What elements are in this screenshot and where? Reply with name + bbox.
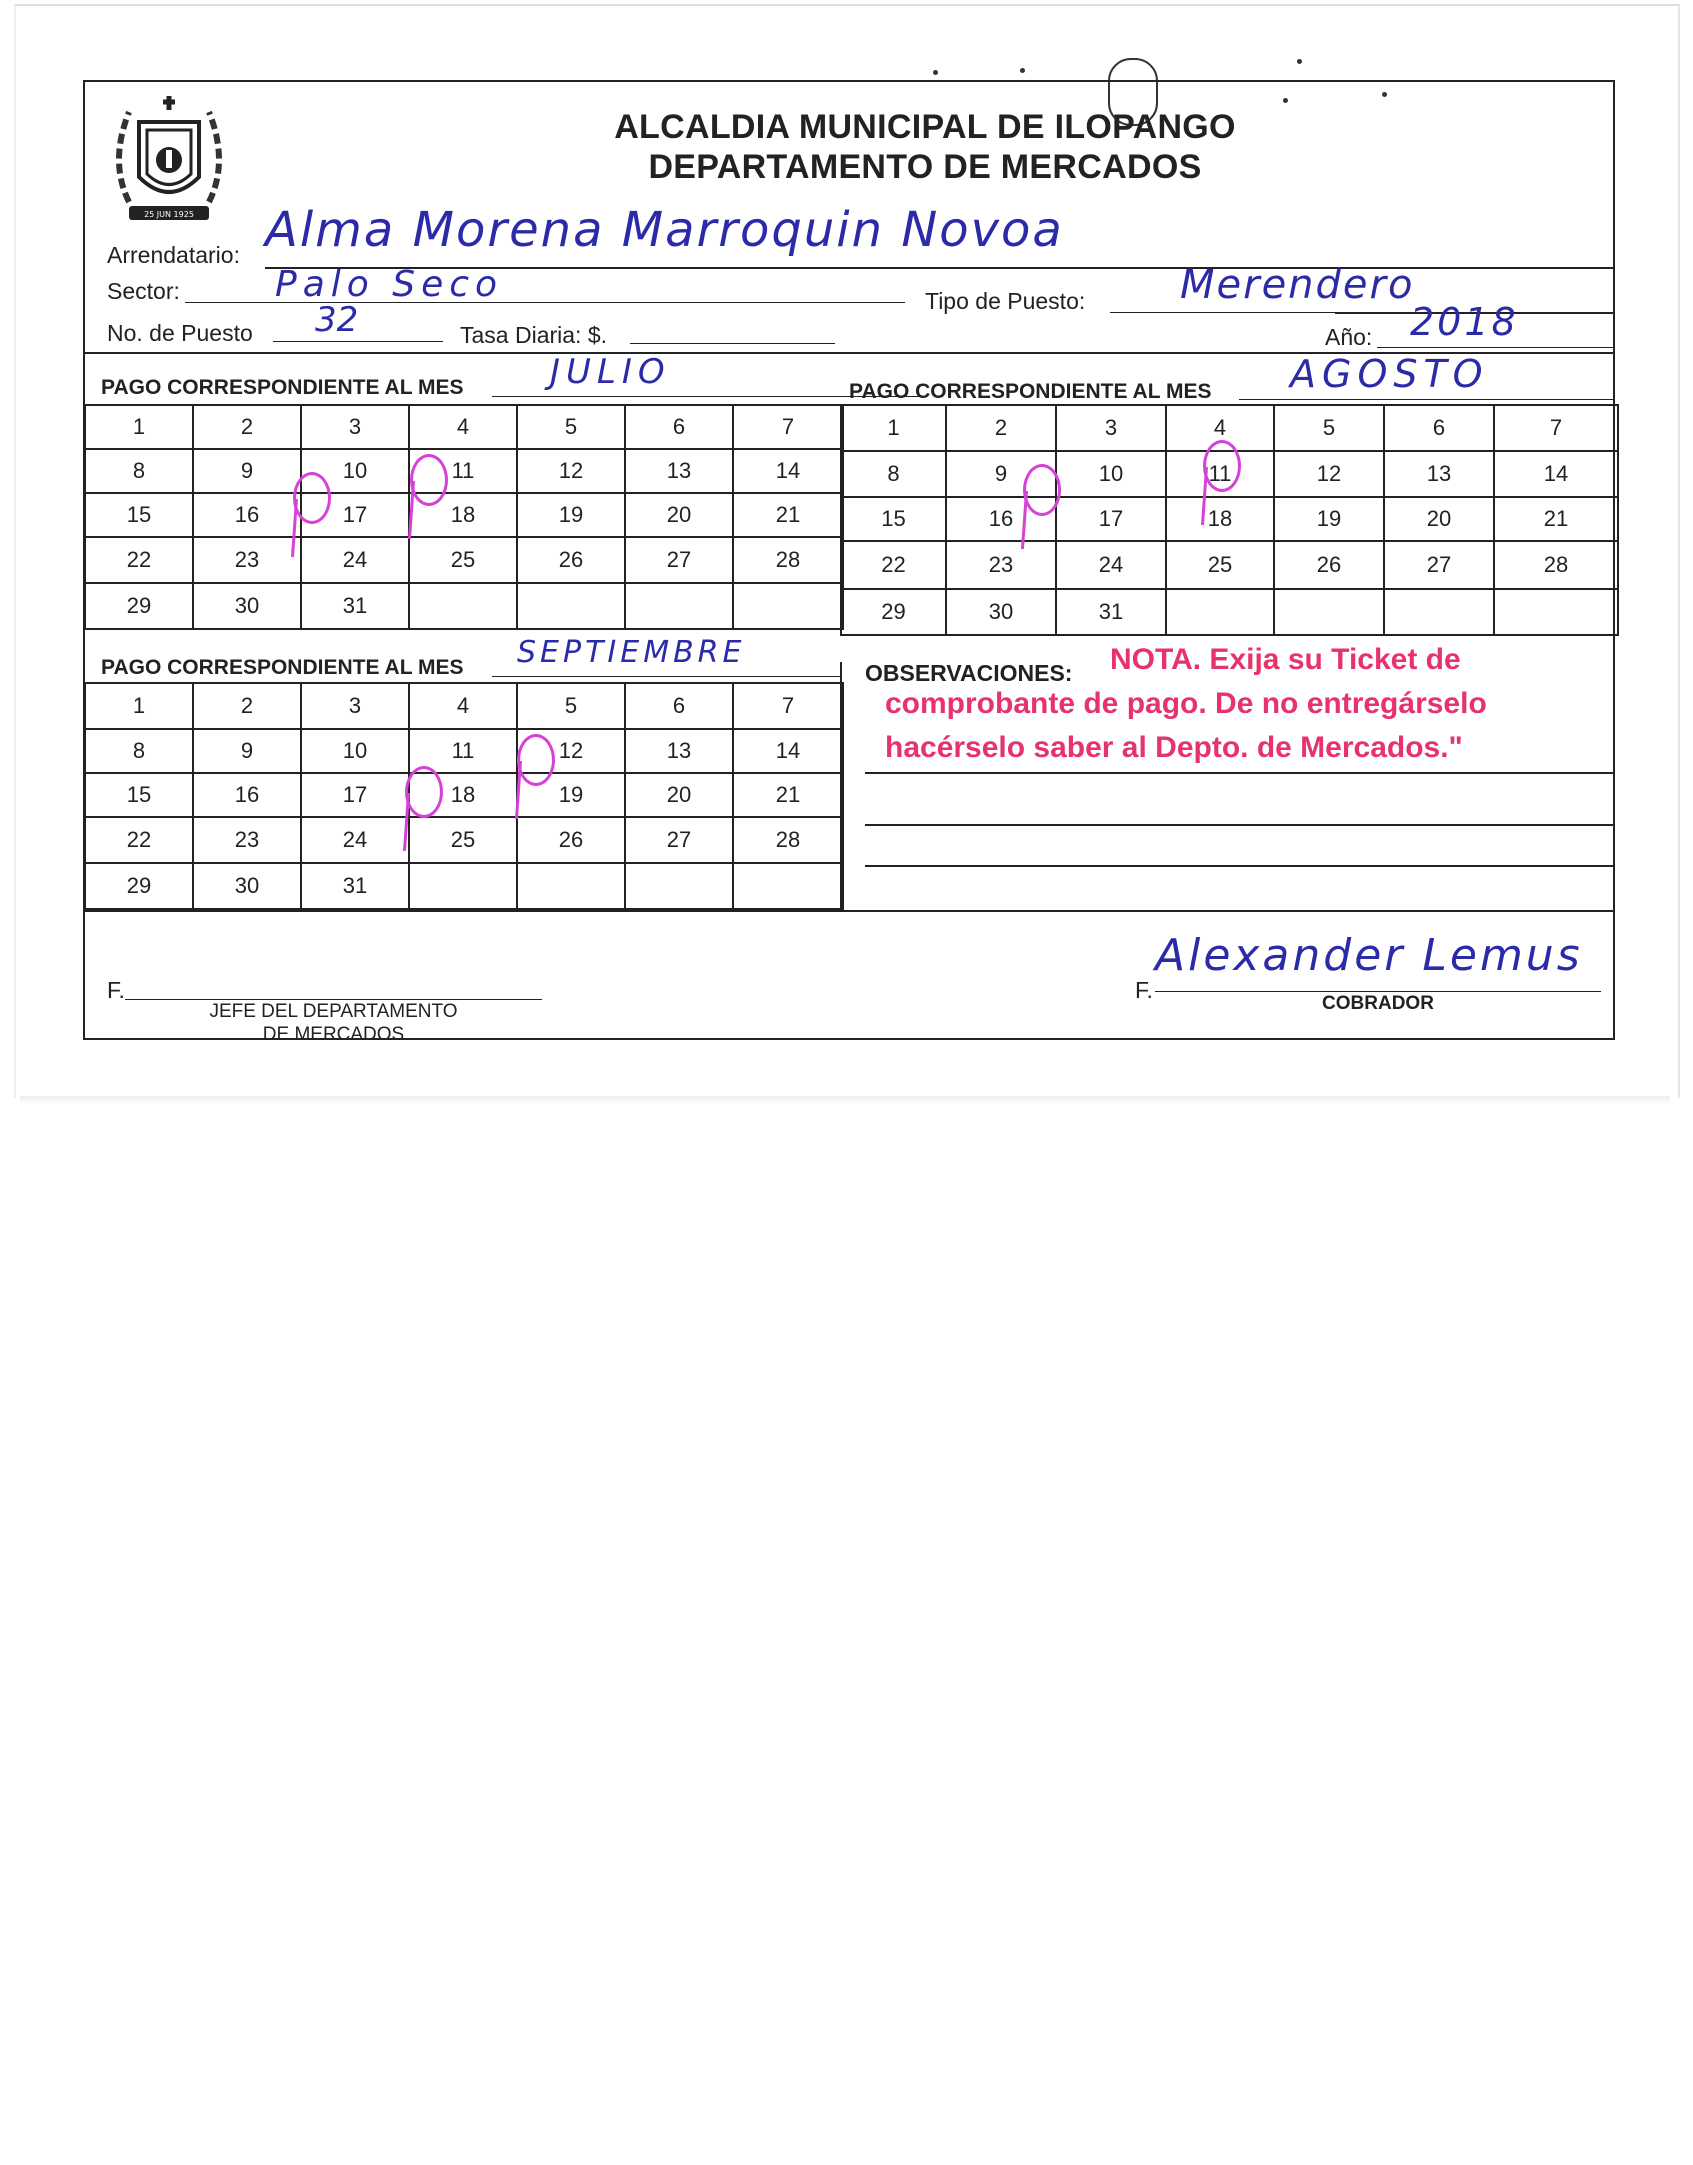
tipo-underline — [1110, 312, 1335, 313]
day-cell — [409, 583, 517, 629]
municipal-seal-icon — [99, 82, 239, 232]
signature-prefix-right: F. — [1135, 977, 1153, 1003]
day-cell: 30 — [193, 583, 301, 629]
day-cell: 8 — [85, 449, 193, 493]
anio-underline — [1377, 347, 1615, 348]
day-cell: 7 — [1494, 405, 1618, 451]
day-cell: 6 — [625, 683, 733, 729]
paid-mark — [410, 454, 448, 506]
arrendatario-label: Arrendatario: — [107, 242, 240, 268]
month-label-septiembre: PAGO CORRESPONDIENTE AL MES — [101, 656, 464, 679]
day-cell: 22 — [841, 541, 946, 589]
day-cell: 24 — [1056, 541, 1166, 589]
day-cell: 10 — [301, 449, 409, 493]
day-cell — [1494, 589, 1618, 635]
day-cell: 18 — [409, 773, 517, 817]
day-cell: 14 — [1494, 451, 1618, 497]
day-cell: 30 — [193, 863, 301, 909]
day-cell: 15 — [85, 493, 193, 537]
tipo-puesto-label: Tipo de Puesto: — [925, 288, 1086, 314]
month-name-septiembre: SEPTIEMBRE — [517, 635, 746, 670]
day-cell: 8 — [85, 729, 193, 773]
day-cell: 26 — [517, 537, 625, 583]
paid-mark — [1203, 440, 1241, 492]
calendar-row — [841, 541, 1618, 589]
day-cell: 20 — [1384, 497, 1494, 541]
day-cell: 13 — [625, 449, 733, 493]
speck — [933, 70, 938, 75]
arrendatario-value: Alma Morena Marroquin Novoa — [265, 202, 1064, 258]
day-cell: 25 — [409, 817, 517, 863]
puesto-label: No. de Puesto — [107, 320, 253, 346]
day-cell — [1274, 589, 1384, 635]
observaciones-line — [865, 772, 1615, 774]
collector-signature: Alexander Lemus — [1155, 930, 1583, 981]
day-cell: 15 — [841, 497, 946, 541]
anio-value: 2018 — [1410, 300, 1519, 344]
day-cell: 4 — [409, 405, 517, 449]
day-cell: 5 — [1274, 405, 1384, 451]
calendar-agosto — [840, 404, 1619, 636]
day-cell: 24 — [301, 537, 409, 583]
paid-mark — [1023, 464, 1061, 516]
day-cell: 25 — [409, 537, 517, 583]
day-cell: 24 — [301, 817, 409, 863]
day-cell: 29 — [841, 589, 946, 635]
day-cell: 9 — [946, 451, 1056, 497]
day-cell: 30 — [946, 589, 1056, 635]
observaciones-line — [865, 824, 1615, 826]
day-cell — [733, 863, 843, 909]
day-cell: 7 — [733, 405, 843, 449]
day-cell: 27 — [625, 537, 733, 583]
day-cell — [1384, 589, 1494, 635]
day-cell — [625, 583, 733, 629]
day-cell — [517, 583, 625, 629]
day-cell: 25 — [1166, 541, 1274, 589]
day-cell: 27 — [1384, 541, 1494, 589]
day-cell: 11 — [1166, 451, 1274, 497]
day-cell: 21 — [733, 773, 843, 817]
tasa-label: Tasa Diaria: $. — [460, 322, 608, 348]
day-cell: 20 — [625, 773, 733, 817]
day-cell: 28 — [733, 537, 843, 583]
org-title: ALCALDIA MUNICIPAL DE ILOPANGO — [614, 108, 1236, 146]
signature-title-left-2: DE MERCADOS — [262, 1024, 405, 1045]
speck — [1297, 59, 1302, 64]
day-cell: 10 — [301, 729, 409, 773]
speck — [1020, 68, 1025, 73]
calendar-row — [85, 863, 843, 909]
day-cell: 16 — [193, 773, 301, 817]
paid-mark — [517, 734, 555, 786]
day-cell: 23 — [193, 817, 301, 863]
day-cell: 22 — [85, 537, 193, 583]
nota-line-1: NOTA. Exija su Ticket de — [1110, 643, 1461, 676]
day-cell: 6 — [1384, 405, 1494, 451]
day-cell: 13 — [1384, 451, 1494, 497]
day-cell: 8 — [841, 451, 946, 497]
section-divider — [85, 910, 1615, 912]
calendar-septiembre — [84, 682, 844, 910]
paper-edge — [20, 1096, 1670, 1104]
month-underline — [492, 676, 840, 677]
day-cell: 23 — [946, 541, 1056, 589]
puesto-value: 32 — [315, 300, 359, 340]
day-cell: 31 — [301, 863, 409, 909]
day-cell: 3 — [301, 683, 409, 729]
day-cell: 4 — [409, 683, 517, 729]
calendar-row — [85, 683, 843, 729]
day-cell: 3 — [301, 405, 409, 449]
day-cell: 14 — [733, 729, 843, 773]
payment-card — [83, 80, 1615, 1045]
calendar-row — [841, 497, 1618, 541]
calendar-row — [85, 405, 843, 449]
day-cell: 31 — [301, 583, 409, 629]
day-cell: 16 — [946, 497, 1056, 541]
sector-value: Palo Seco — [275, 264, 504, 305]
sector-label: Sector: — [107, 278, 180, 304]
day-cell: 21 — [733, 493, 843, 537]
day-cell: 19 — [517, 773, 625, 817]
day-cell — [1166, 589, 1274, 635]
day-cell: 10 — [1056, 451, 1166, 497]
signature-title-right: COBRADOR — [1322, 993, 1434, 1014]
day-cell — [517, 863, 625, 909]
day-cell: 5 — [517, 683, 625, 729]
month-underline — [1239, 399, 1615, 400]
day-cell: 19 — [517, 493, 625, 537]
paid-mark — [293, 472, 331, 524]
day-cell: 22 — [85, 817, 193, 863]
day-cell: 5 — [517, 405, 625, 449]
signature-title-left-1: JEFE DEL DEPARTAMENTO — [209, 1001, 458, 1022]
calendar-row — [85, 583, 843, 629]
seal-date-text: 25 JUN 1925 — [144, 210, 194, 219]
day-cell: 23 — [193, 537, 301, 583]
day-cell: 12 — [517, 449, 625, 493]
day-cell: 26 — [517, 817, 625, 863]
day-cell: 17 — [301, 493, 409, 537]
day-cell: 12 — [517, 729, 625, 773]
month-label-agosto: PAGO CORRESPONDIENTE AL MES — [849, 380, 1212, 403]
day-cell — [625, 863, 733, 909]
dept-title: DEPARTAMENTO DE MERCADOS — [648, 148, 1202, 186]
tipo-puesto-value: Merendero — [1180, 262, 1415, 308]
day-cell: 29 — [85, 863, 193, 909]
calendar-row — [85, 493, 843, 537]
day-cell: 28 — [1494, 541, 1618, 589]
day-cell: 12 — [1274, 451, 1384, 497]
day-cell: 9 — [193, 449, 301, 493]
day-cell — [409, 863, 517, 909]
day-cell: 21 — [1494, 497, 1618, 541]
day-cell: 1 — [85, 683, 193, 729]
calendar-row — [85, 449, 843, 493]
calendar-row — [841, 589, 1618, 635]
day-cell: 1 — [85, 405, 193, 449]
day-cell: 26 — [1274, 541, 1384, 589]
day-cell: 19 — [1274, 497, 1384, 541]
calendar-row — [85, 773, 843, 817]
day-cell: 7 — [733, 683, 843, 729]
paid-mark — [405, 766, 443, 818]
day-cell: 11 — [409, 729, 517, 773]
calendar-julio — [84, 404, 844, 630]
day-cell: 2 — [193, 683, 301, 729]
day-cell — [733, 583, 843, 629]
day-cell: 11 — [409, 449, 517, 493]
month-name-agosto: AGOSTO — [1290, 352, 1489, 396]
observaciones-label: OBSERVACIONES: — [865, 660, 1073, 686]
day-cell: 17 — [301, 773, 409, 817]
day-cell: 18 — [409, 493, 517, 537]
day-cell: 20 — [625, 493, 733, 537]
signature-prefix-left: F. — [107, 977, 125, 1003]
day-cell: 27 — [625, 817, 733, 863]
day-cell: 17 — [1056, 497, 1166, 541]
day-cell: 28 — [733, 817, 843, 863]
day-cell: 2 — [193, 405, 301, 449]
nota-line-3: hacérselo saber al Depto. de Mercados." — [885, 731, 1463, 764]
day-cell: 4 — [1166, 405, 1274, 451]
observaciones-line — [865, 865, 1615, 867]
puesto-underline — [273, 341, 443, 342]
day-cell: 3 — [1056, 405, 1166, 451]
month-label-julio: PAGO CORRESPONDIENTE AL MES — [101, 376, 464, 399]
day-cell: 15 — [85, 773, 193, 817]
calendar-row — [85, 537, 843, 583]
month-name-julio: JULIO — [550, 352, 671, 392]
day-cell: 18 — [1166, 497, 1274, 541]
anio-label: Año: — [1325, 324, 1373, 350]
day-cell: 2 — [946, 405, 1056, 451]
day-cell: 14 — [733, 449, 843, 493]
nota-line-2: comprobante de pago. De no entregárselo — [885, 687, 1487, 720]
tasa-underline — [630, 343, 835, 344]
calendar-row — [85, 729, 843, 773]
day-cell: 16 — [193, 493, 301, 537]
calendar-row — [85, 817, 843, 863]
day-cell: 29 — [85, 583, 193, 629]
day-cell: 13 — [625, 729, 733, 773]
day-cell: 31 — [1056, 589, 1166, 635]
day-cell: 6 — [625, 405, 733, 449]
day-cell: 1 — [841, 405, 946, 451]
day-cell: 9 — [193, 729, 301, 773]
column-divider — [840, 662, 842, 910]
